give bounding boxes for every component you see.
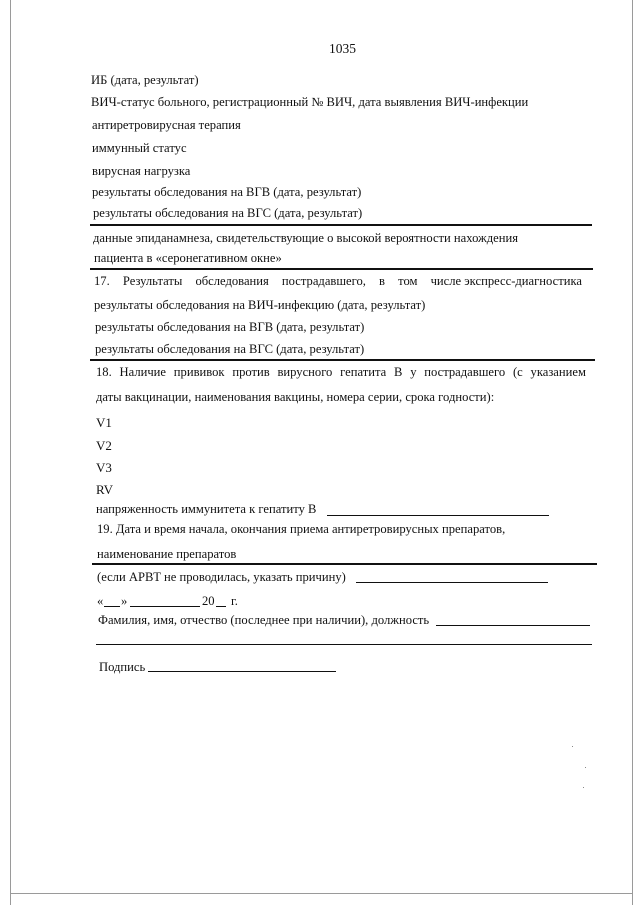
v2-label: V2 — [96, 438, 112, 453]
section-18-word: В — [394, 365, 403, 379]
date-day-fill-line[interactable] — [104, 606, 120, 607]
signature-label: Подпись — [99, 660, 146, 674]
hiv-status-line: ВИЧ-статус больного, регистрационный № ВИЧ, дата выявления ВИЧ-инфекции — [91, 95, 529, 109]
scan-speck — [585, 767, 586, 768]
ib-line: ИБ (дата, результат) — [91, 73, 199, 87]
date-year-fill-line[interactable] — [216, 606, 226, 607]
hcv-test-results-line: результаты обследования на ВГС (дата, результат) — [95, 342, 365, 356]
rv-label: RV — [96, 482, 114, 497]
section-18-heading — [96, 366, 586, 379]
no-art-reason-label: (если АРВТ не проводилась, указать причину) — [97, 570, 346, 584]
section-18-word: пострадавшего — [424, 365, 506, 379]
epid-anamnesis-line-1: данные эпиданамнеза, свидетельствующие о высокой вероятности нахождения — [93, 231, 519, 245]
hepatitis-b-immunity-fill-line[interactable] — [327, 515, 549, 516]
section-18-word: (с — [512, 365, 523, 379]
hbv-results-line: результаты обследования на ВГВ (дата, результат) — [92, 185, 362, 199]
no-art-reason-fill-line[interactable] — [356, 582, 548, 583]
separator-line — [90, 224, 592, 226]
separator-line — [90, 268, 593, 270]
section-17-word: обследования — [195, 274, 269, 288]
section-17-word: в — [379, 274, 385, 288]
fio-position-second-fill-line[interactable] — [96, 644, 592, 645]
section-18-word: прививок — [173, 365, 225, 379]
vaccination-details-line: даты вакцинации, наименования вакцины, номера серии, срока годности): — [96, 390, 495, 404]
section-18-word: у — [410, 365, 417, 379]
separator-line — [92, 563, 597, 565]
date-open-quote: « — [97, 594, 104, 608]
scan-speck — [572, 746, 573, 747]
section-17-word: числе экспресс-диагностика — [430, 274, 582, 288]
section-18-word: 18. — [96, 365, 112, 379]
scan-speck — [583, 787, 584, 788]
v1-label: V1 — [96, 415, 112, 430]
fio-position-label: Фамилия, имя, отчество (последнее при наличии), должность — [98, 613, 430, 627]
scan-bottom-edge — [10, 893, 633, 894]
date-close-quote: » — [121, 594, 128, 608]
hcv-results-line: результаты обследования на ВГС (дата, результат) — [93, 206, 363, 220]
date-year-suffix: г. — [231, 594, 238, 608]
drug-names-line: наименование препаратов — [97, 547, 237, 561]
hiv-test-results-line: результаты обследования на ВИЧ-инфекцию (дата, результат) — [94, 298, 426, 312]
section-18-word: гепатита — [340, 365, 387, 379]
section-18-word: Наличие — [119, 365, 167, 379]
viral-load-line: вирусная нагрузка — [92, 164, 191, 178]
separator-line — [90, 359, 595, 361]
section-17-word: Результаты — [122, 274, 183, 288]
signature-fill-line[interactable] — [148, 671, 336, 672]
section-19-heading: 19. Дата и время начала, окончания приема антиретровирусных препаратов, — [97, 522, 506, 536]
scan-right-edge — [632, 0, 633, 905]
section-18-word: вирусного — [277, 365, 333, 379]
fio-position-fill-line[interactable] — [436, 625, 590, 626]
immune-status-line: иммунный статус — [92, 141, 187, 155]
date-year-prefix: 20 — [202, 594, 215, 608]
section-18-word: против — [232, 365, 270, 379]
page-number: 1035 — [329, 41, 356, 56]
hepatitis-b-immunity-line — [96, 503, 316, 516]
epid-anamnesis-line-2: пациента в «серонегативном окне» — [94, 251, 282, 265]
hbv-test-results-line: результаты обследования на ВГВ (дата, результат) — [95, 320, 365, 334]
scan-left-edge — [10, 0, 11, 905]
section-17-word: том — [398, 274, 418, 288]
v3-label: V3 — [96, 460, 112, 475]
section-18-word: указанием — [530, 365, 586, 379]
section-17-heading — [94, 275, 582, 288]
date-month-fill-line[interactable] — [130, 606, 200, 607]
art-line: антиретровирусная терапия — [92, 118, 241, 132]
section-17-word: 17. — [94, 274, 110, 288]
hepatitis-b-immunity-label: напряженность иммунитета к гепатиту В — [96, 502, 317, 516]
section-17-word: пострадавшего, — [281, 274, 366, 288]
